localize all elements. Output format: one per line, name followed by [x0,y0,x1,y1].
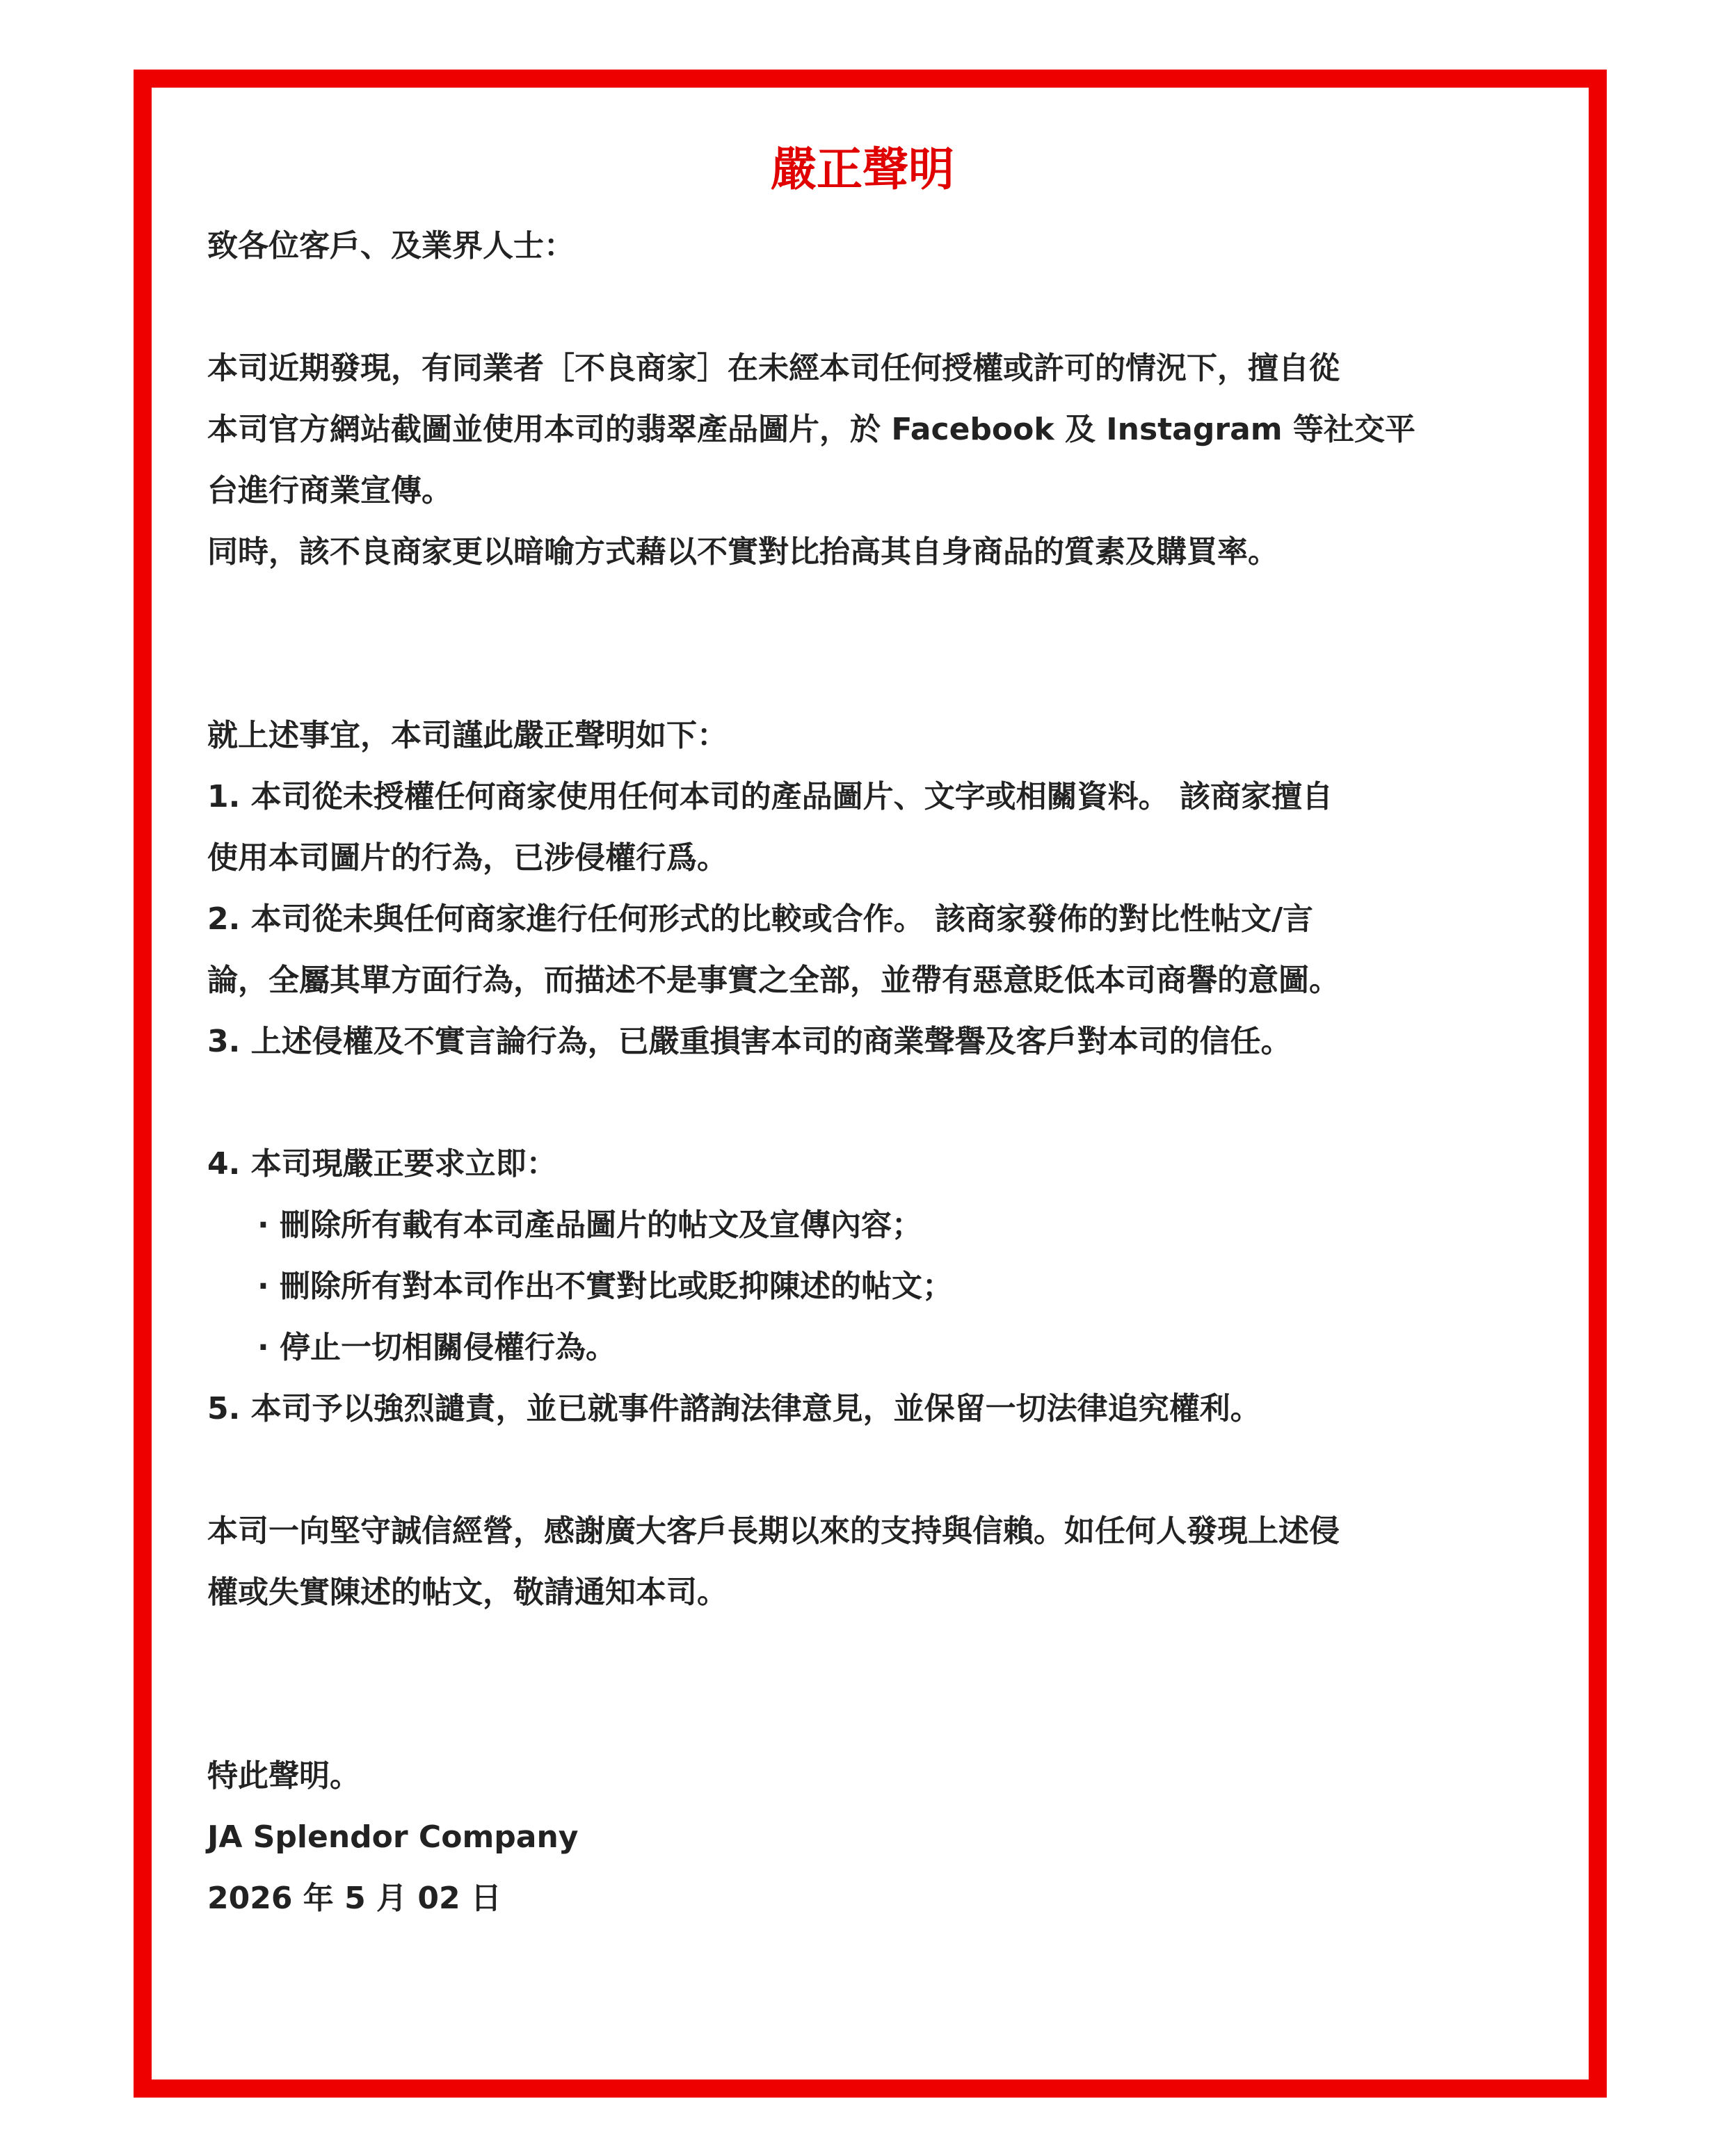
spacer [207,277,1529,338]
closing-line1: 本司一向堅守誠信經營，感謝廣大客戶長期以來的支持與信賴。如任何人發現上述侵 [207,1513,1340,1549]
intro-line: 就上述事宜，本司謹此嚴正聲明如下： [207,718,728,753]
paragraph1-line1: 本司近期發現，有同業者［不良商家］在未經本司任何授權或許可的情況下，擅自從 [207,351,1340,386]
closing-line2: 權或失實陳述的帖文，敬請通知本司。 [207,1575,728,1610]
statement-body [207,216,1529,1929]
point2-line2: 論，全屬其單方面行為，而描述不是事實之全部，並帶有惡意貶低本司商譽的意圖。 [207,963,1340,998]
point5-line: 5. 本司予以強烈譴責，並已就事件諮詢法律意見，並保留一切法律追究權利。 [207,1391,1261,1426]
point1-line2: 使用本司圖片的行為，已涉侵權行爲。 [207,840,728,876]
point4-bullet: · 刪除所有對本司作出不實對比或貶抑陳述的帖文； [257,1269,954,1304]
spacer [207,1440,1529,1501]
spacer [207,1684,1529,1746]
paragraph1-line3: 台進行商業宣傳。 [207,473,452,508]
spacer [207,644,1529,705]
paragraph1-line2: 本司官方網站截圖並使用本司的翡翠產品圖片，於 Facebook 及 Instagram 等社交平 [207,412,1415,447]
point4-bullet: · 刪除所有載有本司產品圖片的帖文及宣傳內容； [257,1207,923,1243]
salutation: 致各位客戶、及業界人士： [207,228,575,264]
statement-date: 2026 年 5 月 02 日 [207,1881,502,1916]
company-name: JA Splendor Company [207,1819,579,1855]
point4-heading: 4. 本司現嚴正要求立即： [207,1146,557,1182]
point1-line1: 1. 本司從未授權任何商家使用任何本司的產品圖片、文字或相關資料。 該商家擅自 [207,779,1333,814]
page-title: 嚴正聲明 [771,143,954,196]
spacer [207,1623,1529,1684]
point4-bullet: · 停止一切相關侵權行為。 [257,1330,617,1365]
spacer [207,1072,1529,1134]
spacer [207,583,1529,644]
signoff-statement: 特此聲明。 [207,1758,360,1794]
point2-line1: 2. 本司從未與任何商家進行任何形式的比較或合作。 該商家發佈的對比性帖文/言 [207,901,1314,937]
paragraph1-line4: 同時，該不良商家更以暗喻方式藉以不實對比抬高其自身商品的質素及購買率。 [207,534,1278,570]
point3-line: 3. 上述侵權及不實言論行為，已嚴重損害本司的商業聲譽及客戶對本司的信任。 [207,1024,1292,1059]
